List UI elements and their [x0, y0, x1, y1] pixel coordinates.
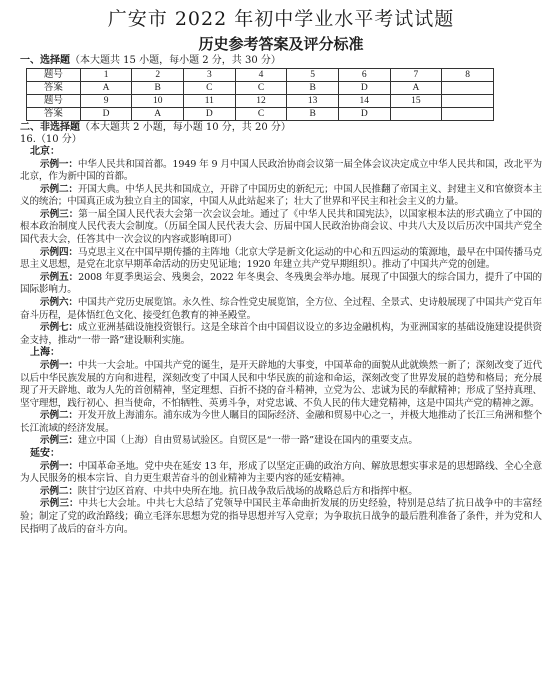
- table-cell: 答案: [27, 82, 81, 95]
- table-cell: 9: [80, 95, 132, 108]
- table-cell: [390, 108, 442, 121]
- example-text: 中国共产党历史展览馆。永久性、综合性党史展览馆，全方位、全过程、全景式、史诗般展现了中国共产党百年奋斗历程，是体悟红色文化、接受红色教育的神圣殿堂。: [20, 297, 542, 321]
- table-cell: B: [132, 82, 184, 95]
- table-cell: A: [80, 82, 132, 95]
- table-row: [27, 69, 494, 82]
- example-paragraph: [20, 297, 542, 322]
- page-title: 广安市 2022 年初中学业水平考试试题: [107, 8, 455, 30]
- example-label: 示例三：: [40, 208, 79, 220]
- table-cell: 5: [287, 69, 339, 82]
- example-label: 示例二：: [40, 183, 78, 195]
- section-2-note: （本大题共 2 小题，每小题 10 分，共 20 分）: [80, 122, 291, 133]
- table-row: [27, 95, 494, 108]
- example-label: 示例三：: [40, 435, 78, 447]
- table-cell: D: [338, 82, 390, 95]
- example-text: 中华人民共和国首都。1949 年 9 月中国人民政治协商会议第一届全体会议决定成立中华人民共和国，改北平为北京，作为新中国的首都。: [20, 158, 542, 183]
- section-2-heading: [20, 122, 542, 134]
- table-cell: A: [132, 108, 184, 121]
- city-heading-yanan: 延安：: [30, 448, 60, 460]
- question-16-label: 16.（10 分）: [20, 134, 82, 145]
- example-label: 示例一：: [40, 359, 78, 371]
- table-cell: B: [287, 82, 339, 95]
- table-cell: 10: [132, 95, 184, 108]
- table-cell: C: [184, 82, 236, 95]
- table-cell: C: [235, 108, 287, 121]
- example-text: 开国大典。中华人民共和国成立，开辟了中国历史的新纪元；中国人民推翻了帝国主义、封建主义和官僚资本主义的统治；中国真正成为独立自主的国家，中国人从此站起来了；壮大了世界和平民主和社会主义的力量。: [20, 183, 542, 208]
- example-paragraph: [20, 184, 542, 209]
- table-cell: 15: [390, 95, 442, 108]
- section-1-label: 一、选择题: [20, 55, 70, 66]
- example-paragraph: [20, 486, 542, 499]
- table-cell: D: [80, 108, 132, 121]
- example-text: 中共七大会址。中共七大总结了党领导中国民主革命曲折发展的历史经验，特别是总结了抗日战争中的丰富经验；制定了党的政治路线；确立毛泽东思想为党的指导思想并写入党章；为争取抗日战争的最后胜利准备了条件，并为党和人民指明了战后的奋斗方向。: [20, 498, 542, 535]
- example-paragraph: [20, 410, 542, 435]
- table-cell: 1: [80, 69, 132, 82]
- table-cell: 题号: [27, 95, 81, 108]
- example-label: 示例三：: [40, 498, 79, 510]
- example-paragraph: [20, 461, 542, 486]
- table-cell: C: [235, 82, 287, 95]
- table-cell: B: [287, 108, 339, 121]
- example-paragraph: [20, 435, 542, 448]
- example-text: 成立亚洲基础设施投资银行。这是全球首个由中国倡议设立的多边金融机构，为亚洲国家的基础设施建设提供资金支持，推动“一带一路”建设顺利实施。: [20, 322, 542, 346]
- example-text: 2008 年夏季奥运会、残奥会，2022 年冬奥会、冬残奥会举办地。展现了中国强大的综合国力，提升了中国的国际影响力。: [20, 271, 542, 296]
- example-paragraph: [20, 209, 542, 247]
- example-text: 开发开放上海浦东。浦东成为今世人瞩目的国际经济、金融和贸易中心之一，并极大地推动了长江三角洲和整个长江流域的经济发展。: [20, 410, 542, 434]
- section-1-heading: [20, 55, 542, 67]
- section-1-note: （本大题共 15 小题，每小题 2 分，共 30 分）: [70, 55, 281, 66]
- example-text: 第一届全国人民代表大会第一次会议会址。通过了《中华人民共和国宪法》，以国家根本法的形式确立了中国的根本政治制度人民代表大会制度。（历届全国人民代表大会、历届中国人民政治协商会议、中共八大及以后历次中国共产党全国代表大会，任答其中一次会议的内容或影响即可）: [20, 208, 542, 246]
- table-cell: 7: [390, 69, 442, 82]
- table-cell: 答案: [27, 108, 81, 121]
- example-label: 示例五：: [40, 271, 79, 283]
- table-cell: [442, 108, 494, 121]
- page-subtitle: 历史参考答案及评分标准: [198, 35, 364, 53]
- table-cell: 11: [184, 95, 236, 108]
- table-cell: 2: [132, 69, 184, 82]
- city-heading-shanghai: 上海：: [30, 347, 60, 359]
- example-paragraph: [20, 322, 542, 347]
- table-cell: 14: [338, 95, 390, 108]
- example-paragraph: [20, 272, 542, 297]
- example-text: 马克思主义在中国早期传播的主阵地（北京大学是新文化运动的中心和五四运动的策源地，最早在中国传播马克思主义思想，是党在北京早期革命活动的历史见证地；1920 年建立共产党早期组织）。推动了中国共产党的创建。: [20, 246, 542, 271]
- example-paragraph: [20, 360, 542, 410]
- example-text: 中共一大会址。中国共产党的诞生，是开天辟地的大事变，中国革命的面貌从此就焕然一新了；深刻改变了近代以后中华民族发展的方向和进程，深刻改变了中国人民和中华民族的前途和命运，深刻改变了世界发展的趋势和格局；充分展现了开天辟地、敢为人先的首创精神，坚定理想、百折不挠的奋斗精神，立党为公、忠诚为民的奉献精神；形成了坚持真理、坚守理想，践行初心、担当使命，不怕牺牲、英勇斗争，对党忠诚、不负人民的伟大建党精神，这是中国共产党的精神之源。: [20, 359, 542, 409]
- example-text: 陕甘宁边区首府、中共中央所在地。抗日战争敌后战场的战略总后方和指挥中枢。: [77, 485, 418, 497]
- example-label: 示例七：: [40, 322, 78, 334]
- city-heading-beijing: 北京：: [30, 146, 60, 157]
- example-paragraph: [20, 247, 542, 272]
- example-text: 建立中国（上海）自由贸易试验区。自贸区是“一带一路”建设在国内的重要支点。: [77, 435, 418, 447]
- example-paragraph: [20, 159, 542, 184]
- table-cell: 13: [287, 95, 339, 108]
- answer-table: [26, 68, 494, 121]
- example-label: 示例四：: [40, 246, 78, 258]
- example-label: 示例二：: [40, 410, 78, 422]
- table-cell: 4: [235, 69, 287, 82]
- table-cell: A: [390, 82, 442, 95]
- table-cell: 12: [235, 95, 287, 108]
- table-cell: 8: [442, 69, 494, 82]
- table-cell: D: [184, 108, 236, 121]
- table-cell: 3: [184, 69, 236, 82]
- example-label: 示例一：: [40, 460, 78, 472]
- example-label: 示例一：: [40, 158, 78, 170]
- example-label: 示例六：: [40, 297, 78, 309]
- table-cell: [442, 95, 494, 108]
- table-cell: 6: [338, 69, 390, 82]
- table-cell: D: [338, 108, 390, 121]
- section-2-label: 二、非选择题: [20, 122, 80, 133]
- table-row: [27, 108, 494, 121]
- table-cell: [442, 82, 494, 95]
- table-cell: 题号: [27, 69, 81, 82]
- example-paragraph: [20, 498, 542, 536]
- example-label: 示例二：: [40, 485, 78, 497]
- example-text: 中国革命圣地。党中央在延安 13 年，形成了以坚定正确的政治方向、解放思想实事求是的思想路线、全心全意为人民服务的根本宗旨、自力更生艰苦奋斗的创业精神为主要内容的延安精神。: [20, 460, 542, 485]
- table-row: [27, 82, 494, 95]
